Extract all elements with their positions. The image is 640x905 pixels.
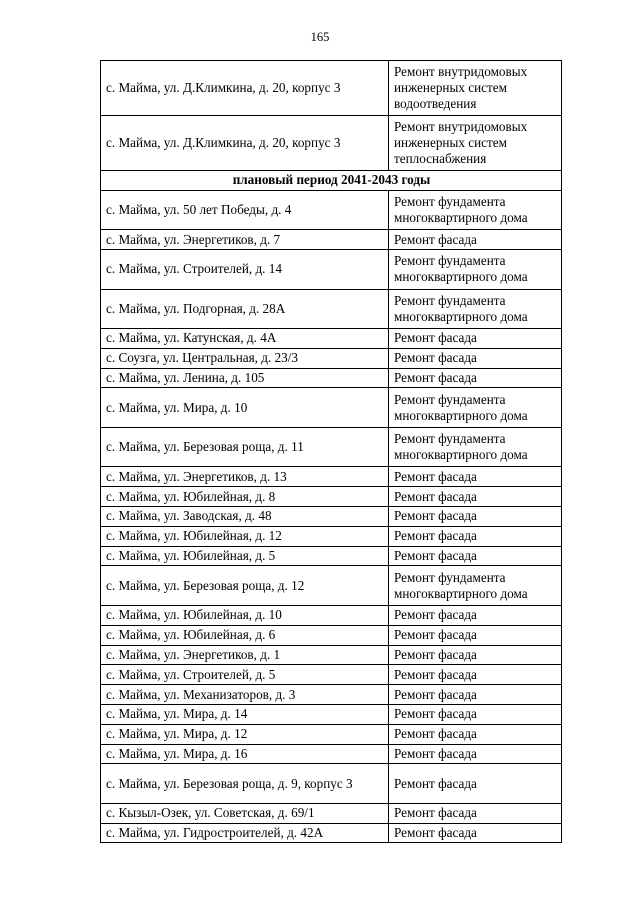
table-row (101, 546, 562, 566)
address-cell: с. Майма, ул. Юбилейная, д. 12 (101, 526, 389, 546)
address-cell: с. Майма, ул. Юбилейная, д. 6 (101, 625, 389, 645)
work-type-cell: Ремонт фундамента многоквартирного дома (389, 388, 562, 428)
work-type-cell: Ремонт фундамента многоквартирного дома (389, 250, 562, 290)
address-cell: с. Майма, ул. Строителей, д. 14 (101, 250, 389, 290)
table-row (101, 289, 562, 329)
address-cell: с. Майма, ул. Ленина, д. 105 (101, 368, 389, 388)
table-row (101, 348, 562, 368)
table-row (101, 388, 562, 428)
table-row (101, 566, 562, 606)
address-cell: с. Майма, ул. Энергетиков, д. 13 (101, 467, 389, 487)
work-type-cell: Ремонт фасада (389, 329, 562, 349)
work-type-cell: Ремонт фасада (389, 685, 562, 705)
work-type-cell: Ремонт фасада (389, 526, 562, 546)
address-cell: с. Кызыл-Озек, ул. Советская, д. 69/1 (101, 803, 389, 823)
table-row (101, 230, 562, 250)
address-cell: с. Майма, ул. Гидростроителей, д. 42А (101, 823, 389, 843)
table-row (101, 803, 562, 823)
work-type-cell: Ремонт фасада (389, 704, 562, 724)
address-cell: с. Майма, ул. Юбилейная, д. 5 (101, 546, 389, 566)
table-row (101, 61, 562, 116)
work-type-cell: Ремонт фасада (389, 487, 562, 507)
table-row (101, 605, 562, 625)
address-cell: с. Майма, ул. Юбилейная, д. 8 (101, 487, 389, 507)
work-type-cell: Ремонт фасада (389, 467, 562, 487)
work-type-cell: Ремонт фасада (389, 605, 562, 625)
work-type-cell: Ремонт фасада (389, 546, 562, 566)
table-row (101, 724, 562, 744)
table-row (101, 190, 562, 230)
address-cell: с. Майма, ул. Подгорная, д. 28А (101, 289, 389, 329)
table-row (101, 625, 562, 645)
address-cell: с. Майма, ул. Энергетиков, д. 1 (101, 645, 389, 665)
table-row (101, 744, 562, 764)
table-row (101, 685, 562, 705)
address-cell: с. Майма, ул. Строителей, д. 5 (101, 665, 389, 685)
work-type-cell: Ремонт внутридомовых инженерных систем водоотведения (389, 61, 562, 116)
table-row (101, 368, 562, 388)
table-row (101, 526, 562, 546)
table-row (101, 467, 562, 487)
address-cell: с. Майма, ул. Березовая роща, д. 9, корпус 3 (101, 764, 389, 804)
address-cell: с. Майма, ул. Березовая роща, д. 12 (101, 566, 389, 606)
work-type-cell: Ремонт фасада (389, 368, 562, 388)
page-number: 165 (310, 30, 330, 44)
table-row (101, 507, 562, 527)
work-type-cell: Ремонт фундамента многоквартирного дома (389, 190, 562, 230)
work-type-cell: Ремонт фасада (389, 744, 562, 764)
address-cell: с. Майма, ул. Энергетиков, д. 7 (101, 230, 389, 250)
table-row (101, 704, 562, 724)
work-type-cell: Ремонт фундамента многоквартирного дома (389, 289, 562, 329)
work-type-cell: Ремонт фасада (389, 645, 562, 665)
address-cell: с. Майма, ул. Мира, д. 16 (101, 744, 389, 764)
work-type-cell: Ремонт фасада (389, 764, 562, 804)
repair-schedule-table (100, 60, 562, 843)
work-type-cell: Ремонт фундамента многоквартирного дома (389, 427, 562, 467)
table-row (101, 823, 562, 843)
period-header: плановый период 2041-2043 годы (101, 171, 562, 191)
work-type-cell: Ремонт фасада (389, 348, 562, 368)
work-type-cell: Ремонт фасада (389, 230, 562, 250)
work-type-cell: Ремонт внутридомовых инженерных систем теплоснабжения (389, 116, 562, 171)
address-cell: с. Майма, ул. Катунская, д. 4А (101, 329, 389, 349)
table-row (101, 764, 562, 804)
table-row (101, 329, 562, 349)
table-row (101, 250, 562, 290)
work-type-cell: Ремонт фасада (389, 665, 562, 685)
table-row (101, 665, 562, 685)
address-cell: с. Соузга, ул. Центральная, д. 23/3 (101, 348, 389, 368)
table-row (101, 645, 562, 665)
address-cell: с. Майма, ул. Д.Климкина, д. 20, корпус 3 (101, 116, 389, 171)
work-type-cell: Ремонт фасада (389, 625, 562, 645)
work-type-cell: Ремонт фасада (389, 803, 562, 823)
table-row (101, 427, 562, 467)
work-type-cell: Ремонт фундамента многоквартирного дома (389, 566, 562, 606)
address-cell: с. Майма, ул. Мира, д. 12 (101, 724, 389, 744)
address-cell: с. Майма, ул. Березовая роща, д. 11 (101, 427, 389, 467)
address-cell: с. Майма, ул. Д.Климкина, д. 20, корпус 3 (101, 61, 389, 116)
address-cell: с. Майма, ул. Механизаторов, д. 3 (101, 685, 389, 705)
address-cell: с. Майма, ул. Заводская, д. 48 (101, 507, 389, 527)
work-type-cell: Ремонт фасада (389, 724, 562, 744)
address-cell: с. Майма, ул. Мира, д. 14 (101, 704, 389, 724)
work-type-cell: Ремонт фасада (389, 823, 562, 843)
address-cell: с. Майма, ул. Мира, д. 10 (101, 388, 389, 428)
address-cell: с. Майма, ул. 50 лет Победы, д. 4 (101, 190, 389, 230)
table-row (101, 116, 562, 171)
work-type-cell: Ремонт фасада (389, 507, 562, 527)
period-header-row (101, 171, 562, 191)
table-row (101, 487, 562, 507)
address-cell: с. Майма, ул. Юбилейная, д. 10 (101, 605, 389, 625)
